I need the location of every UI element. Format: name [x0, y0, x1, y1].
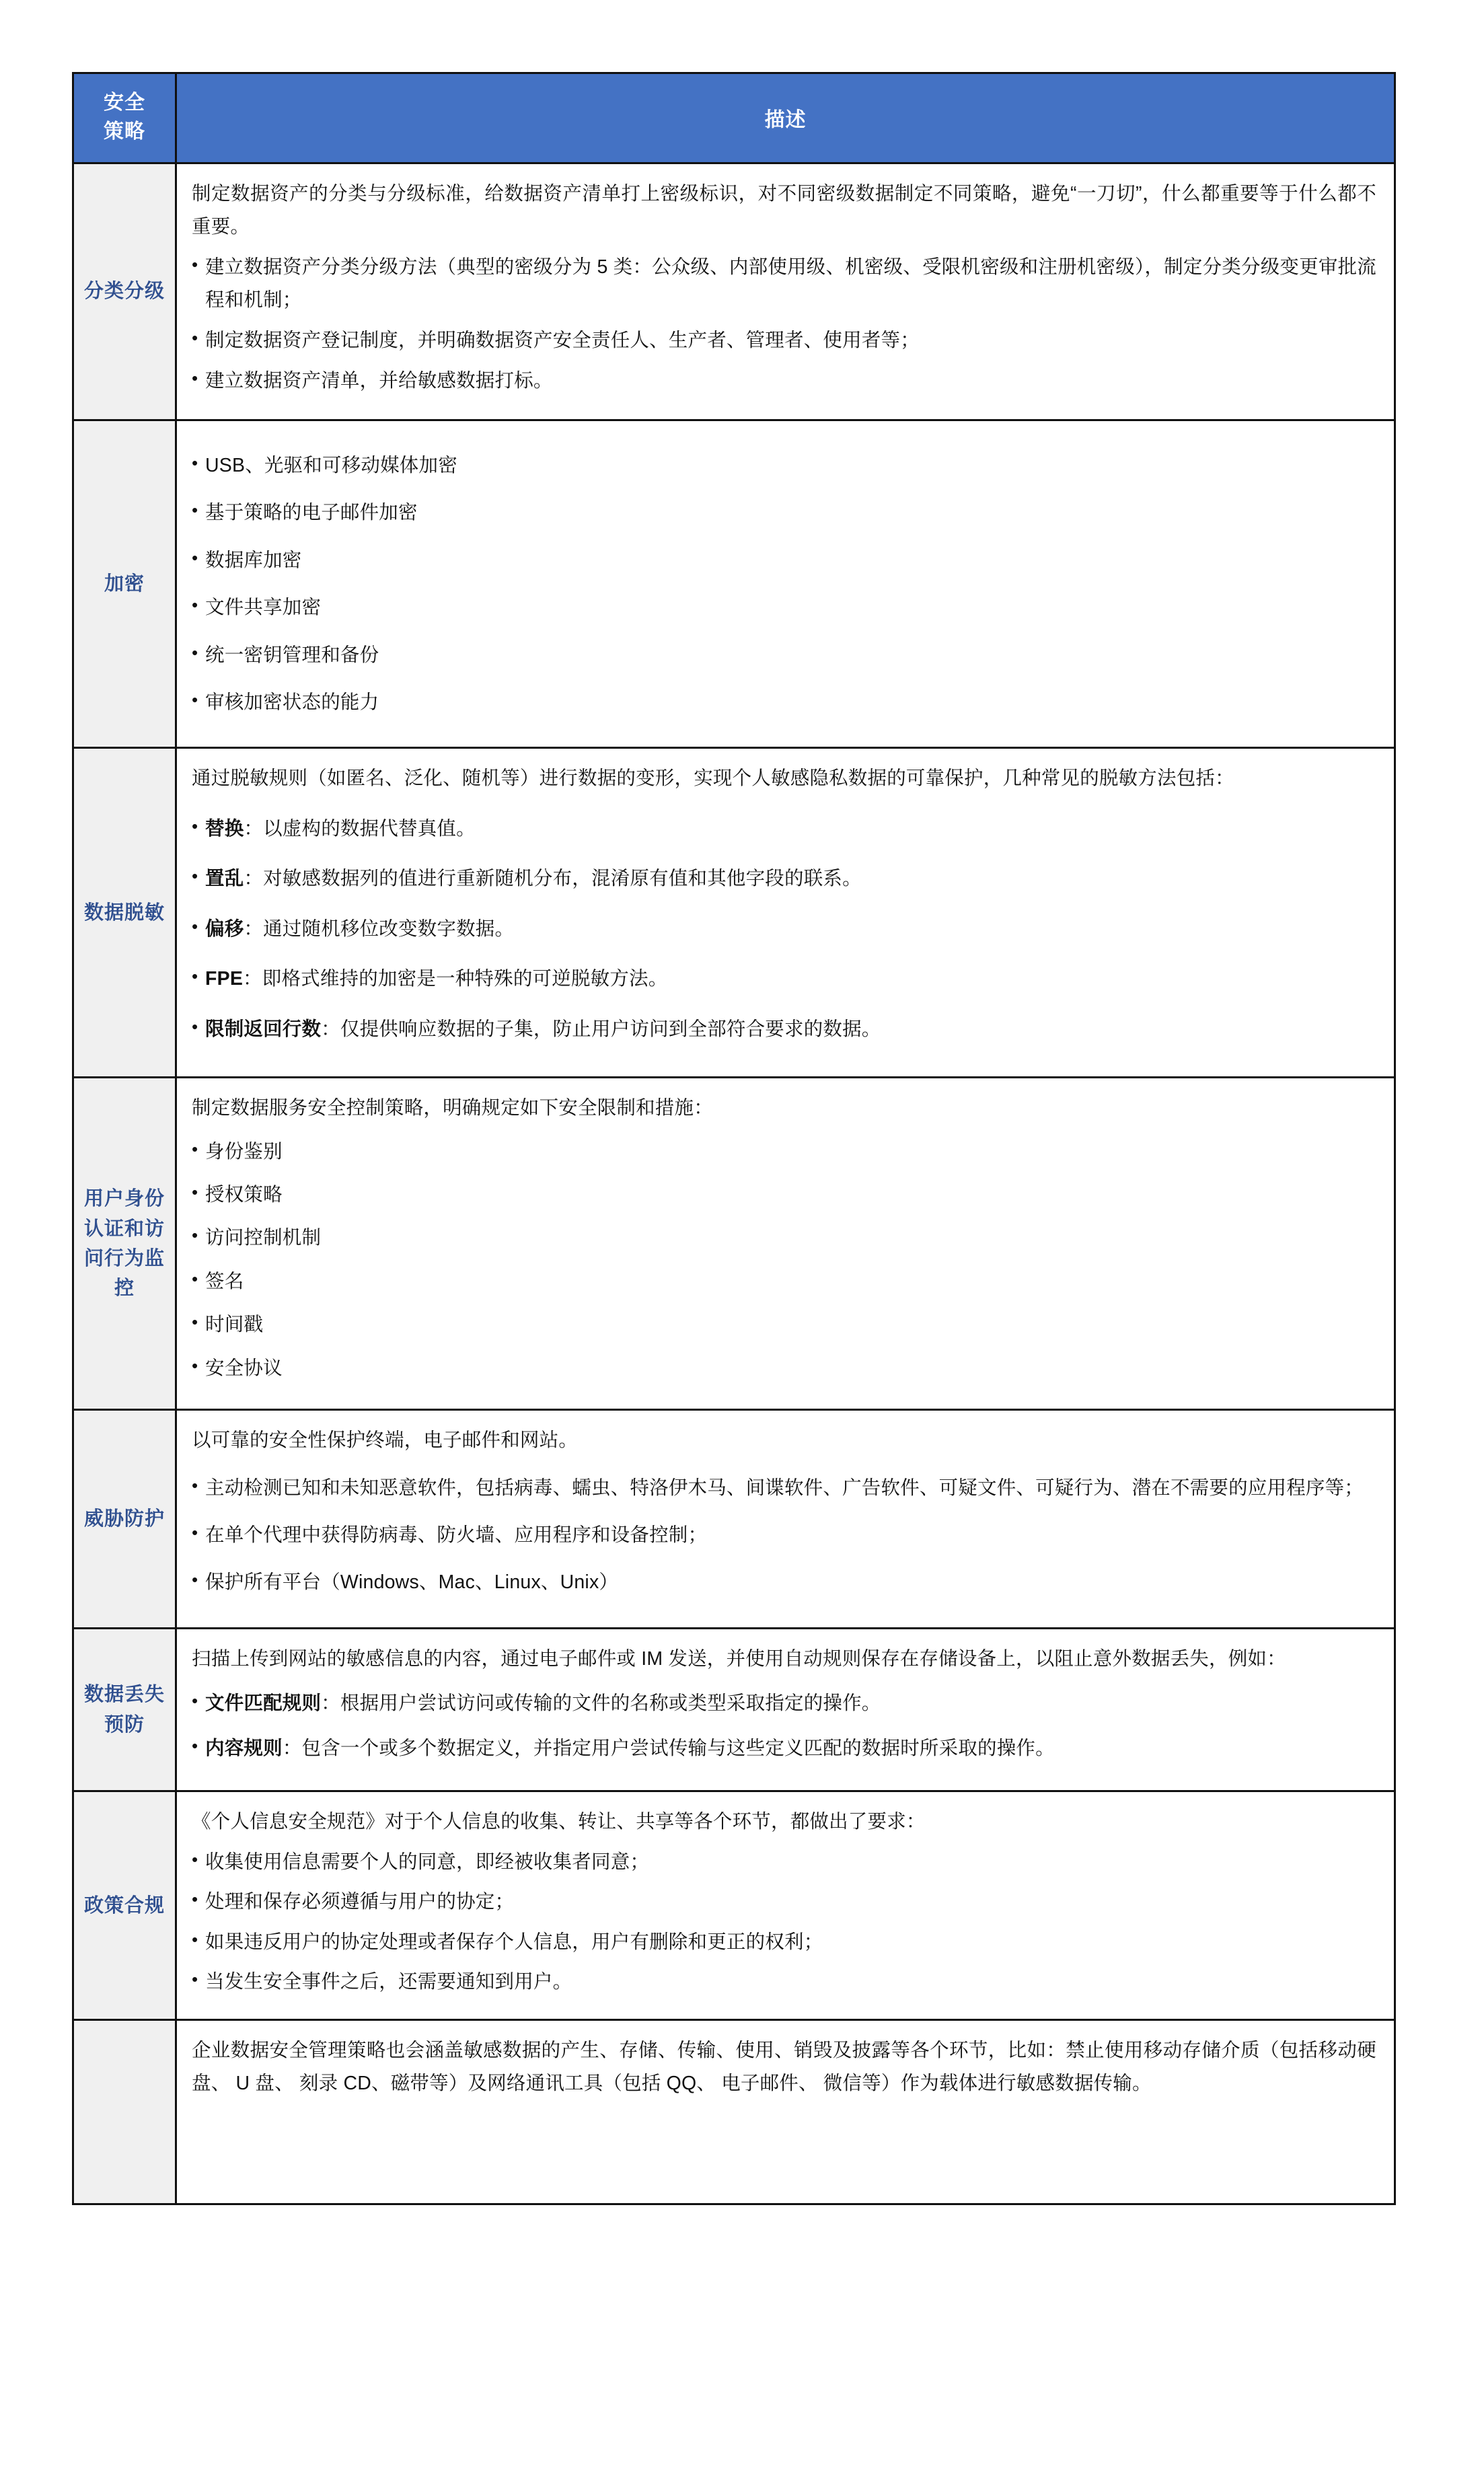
bullet-definition: ：根据用户尝试访问或传输的文件的名称或类型采取指定的操作。 [321, 1693, 881, 1715]
policy-name-cell: 加密 [73, 420, 176, 748]
description-bullet-item: • 在单个代理中获得防病毒、防火墙、应用程序和设备控制； [192, 1519, 1376, 1551]
description-bullet-item: • 时间戳 [192, 1308, 1376, 1341]
description-bullet-item: • 如果违反用户的协定处理或者保存个人信息，用户有删除和更正的权利； [192, 1926, 1376, 1958]
description-bullet-list [192, 813, 1376, 1045]
bullet-definition: ：通过随机移位改变数字数据。 [244, 918, 515, 940]
bullet-term: 限制返回行数 [205, 1018, 322, 1040]
description-bullet-item: • 统一密钥管理和备份 [192, 639, 1376, 671]
bullet-term: 替换 [205, 817, 244, 840]
description-bullet-item: • 基于策略的电子邮件加密 [192, 496, 1376, 529]
description-bullet-list [192, 1136, 1376, 1385]
description-bullet-list [192, 1846, 1376, 1999]
description-bullet-item: • 数据库加密 [192, 544, 1376, 577]
description-bullet-item: • 签名 [192, 1265, 1376, 1298]
bullet-definition: ：仅提供响应数据的子集，防止用户访问到全部符合要求的数据。 [321, 1018, 881, 1040]
bullet-term: 内容规则 [205, 1737, 283, 1759]
description-bullet-item [192, 913, 1376, 945]
bullet-definition: ：包含一个或多个数据定义，并指定用户尝试传输与这些定义匹配的数据时所采取的操作。 [282, 1737, 1055, 1759]
description-bullet-item [192, 963, 1376, 995]
description-bullet-item [192, 813, 1376, 845]
column-header-description: 描述 [176, 73, 1395, 163]
bullet-term: FPE [205, 968, 244, 990]
bullet-definition: ：以虚构的数据代替真值。 [244, 817, 476, 840]
description-bullet-item: • 文件共享加密 [192, 591, 1376, 624]
policy-name-cell: 数据丢失预防 [73, 1628, 176, 1791]
table-row [73, 1410, 1395, 1629]
table-row [73, 1628, 1395, 1791]
table-row [73, 748, 1395, 1078]
table-header [73, 73, 1395, 163]
description-bullet-list [192, 449, 1376, 719]
policy-description-cell [176, 163, 1395, 420]
description-paragraph: 企业数据安全管理策略也会涵盖敏感数据的产生、存储、传输、使用、销毁及披露等各个环节，比如：禁止使用移动存储介质（包括移动硬盘、 U 盘、 刻录 CD、磁带等）及网络通讯工具（包括 QQ、 电子邮件、 微信等）作为载体进行敏感数据传输。 [192, 2040, 1376, 2094]
policy-description-cell [176, 1791, 1395, 2020]
bullet-definition: ：对敏感数据列的值进行重新随机分布，混淆原有值和其他字段的联系。 [244, 868, 862, 890]
description-bullet-item [192, 1687, 1376, 1719]
description-bullet-item: • 主动检测已知和未知恶意软件，包括病毒、蠕虫、特洛伊木马、间谍软件、广告软件、可疑文件、可疑行为、潜在不需要的应用程序等； [192, 1472, 1376, 1504]
table-body [73, 163, 1395, 2204]
description-bullet-item: • 审核加密状态的能力 [192, 686, 1376, 718]
column-header-policy-line2: 策略 [104, 120, 145, 143]
description-bullet-item: • 建立数据资产清单，并给敏感数据打标。 [192, 365, 1376, 397]
bullet-term: 文件匹配规则 [205, 1693, 322, 1715]
description-bullet-item: • 保护所有平台（Windows、Mac、Linux、Unix） [192, 1566, 1376, 1598]
table-row [73, 1078, 1395, 1410]
description-bullet-item: • 访问控制机制 [192, 1222, 1376, 1254]
description-paragraph: 《个人信息安全规范》对于个人信息的收集、转让、共享等各个环节，都做出了要求： [192, 1811, 926, 1833]
description-bullet-list [192, 251, 1376, 398]
table-row [73, 420, 1395, 748]
table-row [73, 2020, 1395, 2204]
table-row [73, 163, 1395, 420]
description-bullet-item: • 建立数据资产分类分级方法（典型的密级分为 5 类：公众级、内部使用级、机密级、受限机密级和注册机密级），制定分类分级变更审批流程和机制； [192, 251, 1376, 316]
policy-description-cell [176, 1078, 1395, 1410]
description-bullet-item [192, 1013, 1376, 1045]
policy-name-cell: 用户身份认证和访问行为监控 [73, 1078, 176, 1410]
column-header-policy [73, 73, 176, 163]
description-bullet-item: • 当发生安全事件之后，还需要通知到用户。 [192, 1966, 1376, 1998]
table-row [73, 1791, 1395, 2020]
description-bullet-item: • 制定数据资产登记制度，并明确数据资产安全责任人、生产者、管理者、使用者等； [192, 324, 1376, 357]
description-bullet-item [192, 1732, 1376, 1764]
description-bullet-item: • 授权策略 [192, 1179, 1376, 1211]
security-policy-table-wrapper [72, 72, 1394, 2205]
policy-description-cell [176, 748, 1395, 1078]
description-bullet-item: • USB、光驱和可移动媒体加密 [192, 449, 1376, 482]
description-bullet-item: • 身份鉴别 [192, 1136, 1376, 1168]
description-bullet-item: • 安全协议 [192, 1352, 1376, 1384]
policy-name-cell [73, 2020, 176, 2204]
description-paragraph: 制定数据服务安全控制策略，明确规定如下安全限制和措施： [192, 1097, 713, 1119]
policy-description-cell [176, 2020, 1395, 2204]
description-bullet-item [192, 862, 1376, 895]
description-bullet-item: • 收集使用信息需要个人的同意，即经被收集者同意； [192, 1846, 1376, 1878]
bullet-term: 偏移 [205, 918, 244, 940]
bullet-term: 置乱 [205, 868, 244, 890]
column-header-policy-line1: 安全 [104, 91, 145, 114]
security-policy-table [72, 72, 1396, 2205]
description-paragraph: 扫描上传到网站的敏感信息的内容，通过电子邮件或 IM 发送，并使用自动规则保存在存储设备上，以阻止意外数据丢失，例如： [192, 1647, 1286, 1670]
policy-name-cell: 威胁防护 [73, 1410, 176, 1629]
policy-name-cell: 数据脱敏 [73, 748, 176, 1078]
policy-description-cell [176, 1628, 1395, 1791]
description-bullet-list [192, 1472, 1376, 1599]
policy-description-cell [176, 420, 1395, 748]
bullet-definition: ：即格式维持的加密是一种特殊的可逆脱敏方法。 [243, 968, 668, 990]
description-bullet-item: • 处理和保存必须遵循与用户的协定； [192, 1886, 1376, 1918]
description-paragraph: 以可靠的安全性保护终端，电子邮件和网站。 [192, 1429, 579, 1452]
header-row [73, 73, 1395, 163]
description-paragraph: 制定数据资产的分类与分级标准，给数据资产清单打上密级标识，对不同密级数据制定不同策略，避免“一刀切”，什么都重要等于什么都不重要。 [192, 183, 1376, 237]
description-bullet-list [192, 1687, 1376, 1764]
description-paragraph: 通过脱敏规则（如匿名、泛化、随机等）进行数据的变形，实现个人敏感隐私数据的可靠保护，几种常见的脱敏方法包括： [192, 768, 1234, 790]
policy-name-cell: 分类分级 [73, 163, 176, 420]
policy-description-cell [176, 1410, 1395, 1629]
policy-name-cell: 政策合规 [73, 1791, 176, 2020]
